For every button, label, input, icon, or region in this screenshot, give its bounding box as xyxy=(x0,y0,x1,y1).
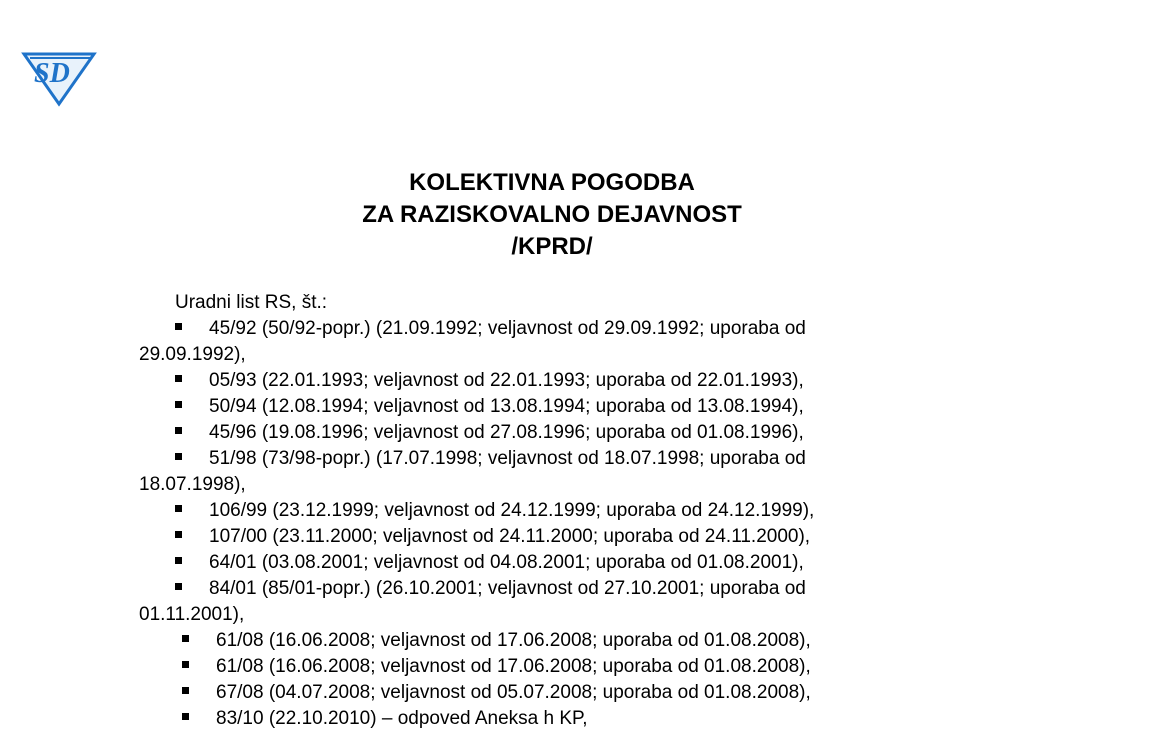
sd-logo-icon xyxy=(20,46,98,108)
bullet-icon xyxy=(182,635,189,642)
list-item xyxy=(182,628,811,654)
list-item-text: 106/99 (23.12.1999; veljavnost od 24.12.1999; uporaba od 24.12.1999), xyxy=(209,500,815,521)
list-item xyxy=(175,550,804,576)
list-item-text: 107/00 (23.11.2000; veljavnost od 24.11.2000; uporaba od 24.11.2000), xyxy=(209,526,811,547)
list-item-text: 67/08 (04.07.2008; veljavnost od 05.07.2008; uporaba od 01.08.2008), xyxy=(216,682,811,703)
list-item xyxy=(175,394,804,420)
list-item xyxy=(175,368,804,394)
bullet-icon xyxy=(175,453,182,460)
title-line-3: /KPRD/ xyxy=(511,233,593,260)
bullet-icon xyxy=(175,531,182,538)
list-item xyxy=(175,420,804,446)
list-item xyxy=(175,316,806,342)
list-item xyxy=(182,680,811,706)
bullet-icon xyxy=(175,583,182,590)
list-item xyxy=(175,498,814,524)
bullet-icon xyxy=(182,713,189,720)
list-item xyxy=(182,654,811,680)
svg-text:SD: SD xyxy=(34,58,70,89)
list-item-text: 45/96 (19.08.1996; veljavnost od 27.08.1996; uporaba od 01.08.1996), xyxy=(209,422,804,443)
bullet-icon xyxy=(175,505,182,512)
gazette-intro: Uradni list RS, št.: xyxy=(175,292,328,313)
list-item xyxy=(175,576,806,602)
list-item-text: 50/94 (12.08.1994; veljavnost od 13.08.1994; uporaba od 13.08.1994), xyxy=(209,396,804,417)
list-item-text: 51/98 (73/98-popr.) (17.07.1998; veljavnost od 18.07.1998; uporaba od xyxy=(209,448,806,469)
title-line-2: ZA RAZISKOVALNO DEJAVNOST xyxy=(362,201,742,228)
sd-logo xyxy=(20,46,98,108)
list-item-text: 64/01 (03.08.2001; veljavnost od 04.08.2001; uporaba od 01.08.2001), xyxy=(209,552,804,573)
list-item-continuation: 01.11.2001), xyxy=(139,604,245,625)
bullet-icon xyxy=(175,375,182,382)
document-title xyxy=(0,167,1157,263)
list-item-text: 84/01 (85/01-popr.) (26.10.2001; veljavnost od 27.10.2001; uporaba od xyxy=(209,578,806,599)
list-item-continuation: 18.07.1998), xyxy=(139,474,246,495)
bullet-icon xyxy=(175,323,182,330)
list-item-text: 83/10 (22.10.2010) – odpoved Aneksa h KP, xyxy=(216,708,588,729)
list-item xyxy=(182,706,588,732)
bullet-icon xyxy=(182,661,189,668)
list-item-continuation: 29.09.1992), xyxy=(139,344,246,365)
list-item-text: 45/92 (50/92-popr.) (21.09.1992; veljavnost od 29.09.1992; uporaba od xyxy=(209,318,806,339)
list-item-text: 05/93 (22.01.1993; veljavnost od 22.01.1993; uporaba od 22.01.1993), xyxy=(209,370,804,391)
list-item-text: 61/08 (16.06.2008; veljavnost od 17.06.2008; uporaba od 01.08.2008), xyxy=(216,656,811,677)
list-item xyxy=(175,524,810,550)
list-item xyxy=(175,446,806,472)
title-line-1: KOLEKTIVNA POGODBA xyxy=(409,169,695,196)
bullet-icon xyxy=(175,401,182,408)
bullet-icon xyxy=(175,427,182,434)
bullet-icon xyxy=(175,557,182,564)
bullet-icon xyxy=(182,687,189,694)
list-item-text: 61/08 (16.06.2008; veljavnost od 17.06.2008; uporaba od 01.08.2008), xyxy=(216,630,811,651)
